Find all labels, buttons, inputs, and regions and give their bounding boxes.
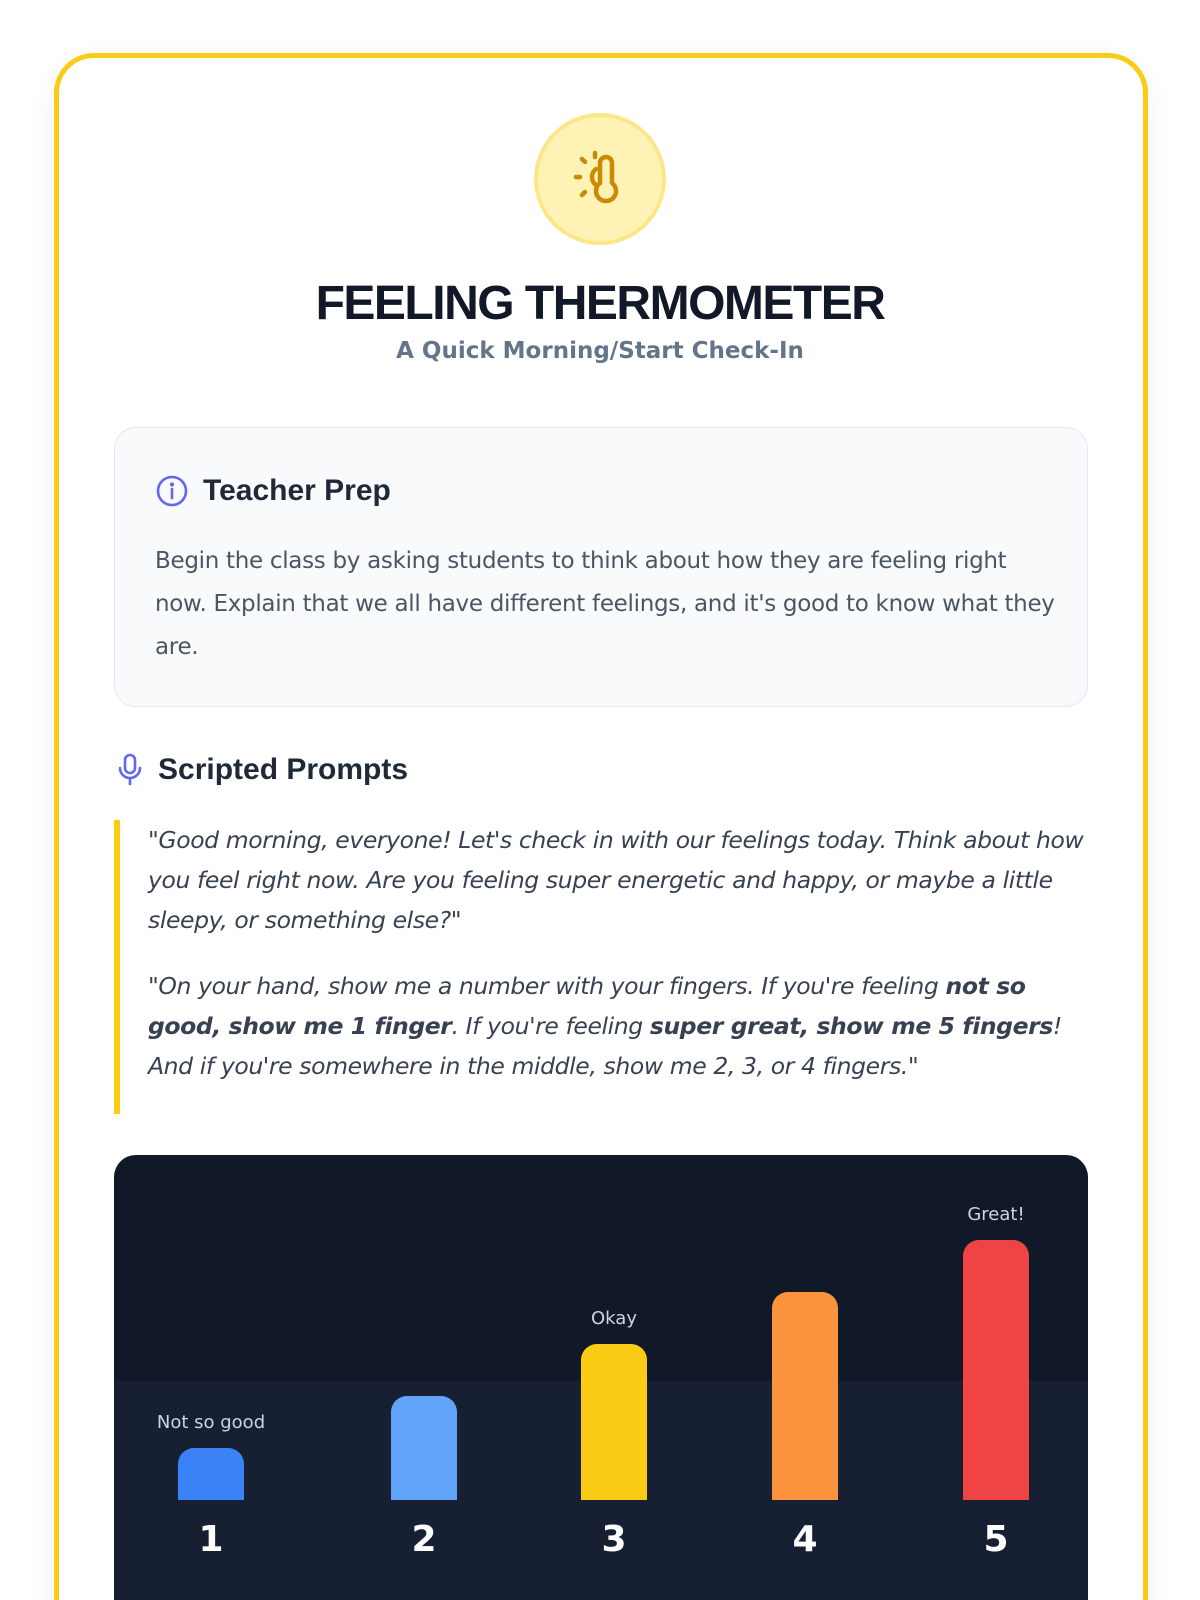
bar-label-3: Okay (591, 1308, 637, 1329)
bar-label-5: Great! (967, 1204, 1025, 1225)
bar-3 (581, 1344, 647, 1500)
scale-number-5: 5 (983, 1519, 1009, 1560)
scale-number-1: 1 (198, 1519, 224, 1560)
bar-5 (963, 1240, 1029, 1500)
bar-4 (772, 1292, 838, 1500)
scale-number-2: 2 (411, 1519, 437, 1560)
bar-label-1: Not so good (156, 1412, 266, 1433)
sun-thermometer-icon (534, 113, 666, 245)
teacher-prep-panel (114, 427, 1088, 707)
page-subtitle: A Quick Morning/Start Check-In (396, 338, 804, 364)
info-icon (155, 474, 189, 508)
page-title: FEELING THERMOMETER (315, 277, 885, 330)
feeling-scale-chart (114, 1155, 1088, 1600)
prompt-quote-1: "Good morning, everyone! Let's check in with our feelings today. Think about how you feel right now. Are you feeling super energetic and happy, or maybe a little sleepy, or something else?" (148, 826, 1084, 934)
scripted-prompts-quote (114, 820, 1094, 1114)
scripted-prompts-title: Scripted Prompts (158, 753, 409, 786)
scripted-prompts-header (116, 753, 408, 787)
teacher-prep-text: Begin the class by asking students to think about how they are feeling right now. Explain that we all have different feelings, and it's good to know what they are. (155, 548, 1055, 660)
prompt-quote-2: "On your hand, show me a number with your fingers. If you're feeling not so good, show me 1 finger. If you're feeling super great, show me 5 fingers! And if you're somewhere in the middle, show me 2, 3, or 4 fingers." (148, 972, 1062, 1080)
bar-2 (391, 1396, 457, 1500)
teacher-prep-header (155, 474, 391, 508)
teacher-prep-title: Teacher Prep (203, 474, 391, 507)
bar-1 (178, 1448, 244, 1500)
scale-number-3: 3 (601, 1519, 627, 1560)
scale-number-4: 4 (792, 1519, 818, 1560)
microphone-icon (116, 753, 144, 787)
